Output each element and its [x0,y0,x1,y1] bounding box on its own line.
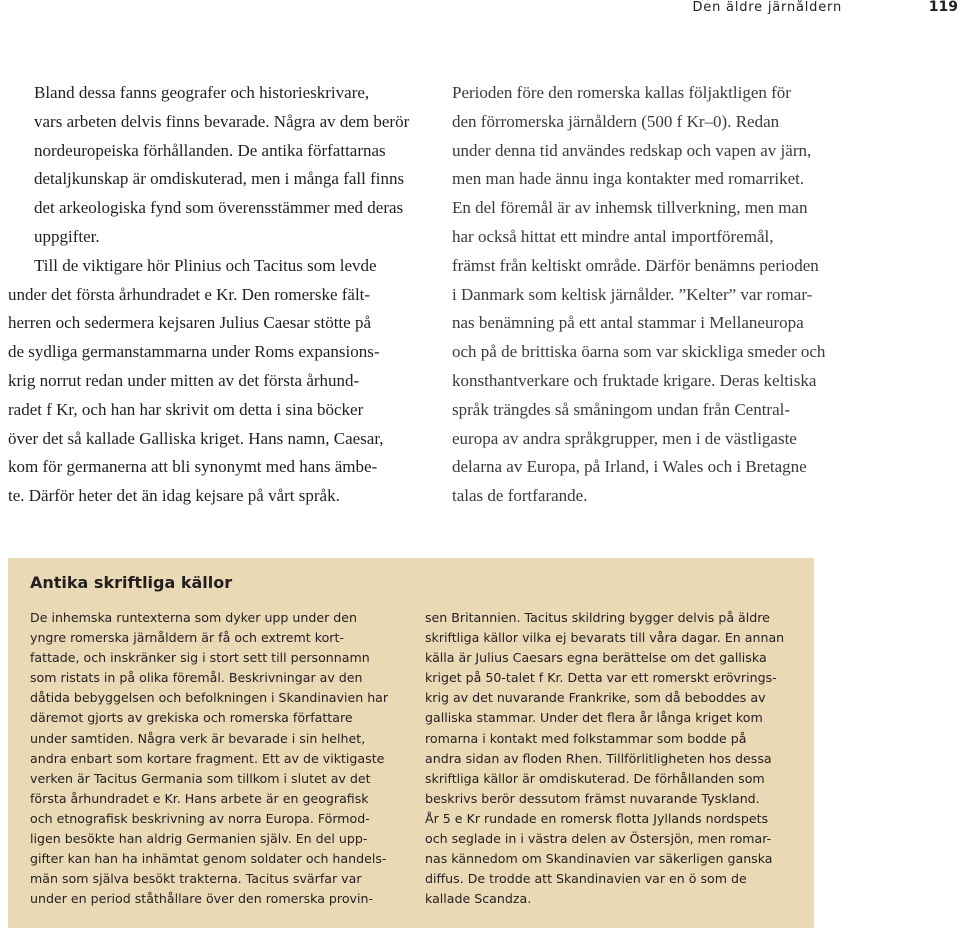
sidebar-box [8,558,814,928]
text-line: Perioden före den romerska kallas följaktligen för [452,83,791,102]
text-line: vars arbeten delvis finns bevarade. Några av dem berör [34,111,410,131]
text-line: som ristats in på olika föremål. Beskrivningar av den [30,670,363,686]
text-line: första århundradet e Kr. Hans arbete är en geografisk [30,790,369,806]
left-paragraph-1 [8,79,410,252]
text-line: i Danmark som keltisk järnålder. ”Kelter” var romar- [452,284,813,304]
text-line: sen Britannien. Tacitus skildring bygger delvis på äldre [425,610,770,625]
text-line: Till de viktigare hör Plinius och Tacitus som levde [34,255,377,275]
right-text-column [452,79,826,511]
text-line: En del föremål är av inhemsk tillverkning, men man [452,198,808,218]
text-line: kom för germanerna att bli synonymt med hans ämbe- [8,457,378,477]
text-line: den förromerska järnåldern (500 f Kr–0). Redan [452,111,780,131]
text-line: nas benämning på ett antal stammar i Mellaneuropa [452,313,804,333]
text-line: diffus. De trodde att Skandinavien var en ö som de [425,871,747,887]
text-line: År 5 e Kr rundade en romersk flotta Jyllands nordspets [425,810,769,826]
text-line: De inhemska runtexterna som dyker upp under den [30,610,358,625]
text-line: yngre romerska järnåldern är få och extremt kort- [30,630,344,646]
left-paragraph-2 [8,252,400,511]
text-line: krig av det nuvarande Frankrike, som då beboddes av [425,690,766,706]
text-line: verken är Tacitus Germania som tillkom i slutet av det [30,770,371,786]
text-line: dåtida bebyggelsen och befolkningen i Skandinavien har [30,690,389,706]
text-line: det arkeologiska fynd som överensstämmer med deras [34,198,404,218]
text-line: skriftliga källor vilka ej bevarats till våra dagar. En annan [425,630,785,646]
text-line: och etnografisk beskrivning av norra Europa. Förmod- [30,810,370,826]
text-line: de sydliga germanstammarna under Roms expansions- [8,342,380,362]
text-line: kallade Scandza. [425,891,532,907]
text-line: gifter kan han ha inhämtat genom soldater och handels- [30,851,387,867]
sidebar-left-column [30,608,410,909]
text-line: men man hade ännu inga kontakter med romarriket. [452,169,805,189]
running-head [0,0,960,20]
sidebar-paragraph [425,608,805,909]
text-line: ligen besökte han aldrig Germanien själv. En del upp- [30,831,368,847]
text-line: under en period ståthållare över den romerska provin- [30,891,374,907]
text-line: nordeuropeiska förhållanden. De antika författarnas [34,140,386,160]
text-line: herren och sedermera kejsaren Julius Caesar stötte på [8,313,371,333]
text-line: och seglade in i västra delen av Östersjön, men romar- [425,831,772,847]
text-line: uppgifter. [34,226,100,246]
text-line: under det första århundradet e Kr. Den romerske fält- [8,284,371,304]
text-line: fattade, och inskränker sig i stort sett till personnamn [30,650,370,666]
sidebar-title: Antika skriftliga källor [30,573,233,592]
text-line: kriget på 50-talet f Kr. Detta var ett romerskt erövrings- [425,670,777,686]
text-line: delarna av Europa, på Irland, i Wales och i Bretagne [452,457,807,477]
text-line: språk trängdes så småningom undan från Central- [452,399,791,419]
text-line: över det så kallade Galliska kriget. Hans namn, Caesar, [8,428,384,448]
text-line: romarna i kontakt med folkstammar som bodde på [425,730,747,746]
text-line: krig norrut redan under mitten av det första århund- [8,370,360,390]
text-line: män som själva besökt trakterna. Tacitus svärfar var [30,871,362,887]
right-paragraph [452,79,826,511]
text-line: skriftliga källor är omdiskuterad. De förhållanden som [425,770,765,786]
text-line: galliska stammar. Under det flera år långa kriget kom [425,710,763,726]
sidebar-paragraph [30,608,410,909]
text-line: under samtiden. Några verk är bevarade i sin helhet, [30,730,366,746]
text-line: däremot gjorts av grekiska och romerska författare [30,710,353,726]
text-line: och på de brittiska öarna som var skickliga smeder och [452,342,826,362]
text-line: konsthantverkare och fruktade krigare. Deras keltiska [452,370,817,390]
text-line: har också hittat ett mindre antal importföremål, [452,226,774,246]
text-line: te. Därför heter det än idag kejsare på vårt språk. [8,486,340,506]
text-line: detaljkunskap är omdiskuterad, men i många fall finns [34,169,405,189]
text-line: främst från keltiskt område. Därför benämns perioden [452,255,819,275]
text-line: källa är Julius Caesars egna berättelse om det galliska [425,650,767,666]
text-line: andra sidan av floden Rhen. Tillförlitligheten hos dessa [425,750,772,766]
text-line: andra enbart som kortare fragment. Ett av de viktigaste [30,750,385,766]
left-text-column [8,79,410,511]
text-line: nas kännedom om Skandinavien var säkerligen ganska [425,851,773,867]
text-line: europa av andra språkgrupper, men i de västligaste [452,428,797,448]
text-line: radet f Kr, och han har skrivit om detta i sina böcker [8,399,364,419]
text-line: talas de fortfarande. [452,486,588,506]
running-head-title: Den äldre järnåldern [692,0,842,15]
sidebar-right-column [425,608,805,909]
text-line: under denna tid användes redskap och vapen av järn, [452,140,812,160]
text-line: Bland dessa fanns geografer och historieskrivare, [34,83,370,102]
page-number: 119 [928,0,958,15]
text-line: beskrivs berör dessutom främst nuvarande Tyskland. [425,790,760,806]
